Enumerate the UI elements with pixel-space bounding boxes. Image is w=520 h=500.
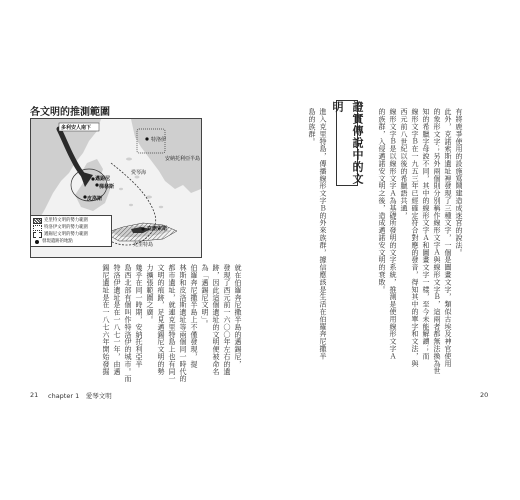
- text-column: 線形文字Ｂ是以線形文字Ａ為基礎所發明的文字系統，推測是使用線形文字Ａ: [389, 108, 397, 360]
- text-column: 此外，克諾索斯遺址裡發現了三種文字，一個是圖畫文字，類似古埃及神官使用: [444, 108, 452, 367]
- text-column: 有將鹿爭使用的設施寫鬧建造成迷宮的說法。: [455, 108, 463, 256]
- legend-item: [33, 224, 109, 231]
- legend-swatch-troy: [33, 225, 42, 231]
- legend-swatch-mycenae: [33, 232, 42, 238]
- map-label-tiryns: 梯林斯: [99, 184, 115, 190]
- text-column: 都市遺址，就連克里特島上也有同一: [168, 264, 176, 383]
- map-label-dorian: 多利安人南下: [61, 125, 92, 131]
- text-column: 發現了西元前一六〇〇年左右的遺: [223, 264, 231, 375]
- running-head: chapter 1 愛琴文明: [48, 392, 112, 400]
- legend-dot-icon: [35, 240, 39, 244]
- text-column: 林斯和皮洛斯遺址等兩個同一時代的: [179, 264, 187, 383]
- text-column: 伯羅奔尼撒半島上不僅發現，提: [190, 264, 198, 368]
- map-label-pylos: 皮洛斯: [87, 196, 103, 202]
- left-page-number: 21: [30, 391, 39, 399]
- section-heading: 證實傳說中的文明: [331, 101, 364, 185]
- text-column: 為「邁錫尼文明」。: [201, 264, 209, 328]
- legend-label: 發現遺跡的地點: [42, 239, 73, 244]
- text-column: 就在伯羅奔尼撒半島的邁錫尼，: [234, 264, 242, 368]
- map-label-anatolia: 安納托利亞半島: [165, 156, 201, 162]
- map-label-troy: 特洛伊: [151, 137, 167, 143]
- legend-item: [33, 217, 109, 224]
- text-column: 特洛伊遺址是在一八七一年，由邁: [113, 264, 121, 375]
- legend-label: 克里特文明的勢力範圍: [44, 218, 88, 223]
- text-column: 的象形文字；另外兩個則分別稱作線形文字Ａ與線形文字Ｂ，這兩者都無法換為世: [433, 108, 441, 375]
- text-column: 的族群，入侵邁諾安文明之後，造成邁諾安文明的衰敗。: [378, 108, 386, 293]
- map-title: 各文明的推測範圍: [30, 107, 110, 118]
- text-column: 島西北部有個叫作特洛伊的城市。而: [124, 264, 132, 383]
- text-column: 幾乎在同一時期，安納托利亞半: [135, 264, 143, 368]
- text-column: 線形文字Ｂ在一九五三年已經確定符合對應的發音，得知其中的單字和文法，與: [411, 108, 419, 367]
- legend-item: [33, 231, 109, 238]
- text-column: 西元前八世紀以後的希臘語共通，: [400, 108, 408, 219]
- map-label-crete: 克里特島: [133, 242, 154, 248]
- right-page-number: 20: [480, 391, 489, 399]
- legend-label: 特洛伊文明的勢力範圍: [44, 225, 88, 230]
- text-column: 知的希臘字母說不同，其中的線形文字Ａ和圖畫文字一樣，至今未能解讀；而: [422, 108, 430, 360]
- legend-label: 邁錫尼文明的勢力範圍: [44, 232, 88, 237]
- legend-swatch-crete: [33, 218, 42, 224]
- text-column: 力擴張範圍之廣。: [146, 264, 154, 324]
- text-column: 錫尼遺址是在一八七六年開始發掘: [102, 264, 110, 375]
- text-column: 進入克里特島，傳播線形文字Ｂ的外來族群，據信應該是生活在伯羅奔尼撒半: [319, 108, 327, 360]
- text-column: 島的族群。: [308, 108, 316, 145]
- map-legend: [30, 215, 112, 247]
- text-column: 文明的痕跡，足見邁錫尼文明的勢: [157, 264, 165, 375]
- text-column: 跡，因此這個遺址的文明便被命名: [212, 264, 220, 375]
- map-label-knossos: 克諾索斯: [147, 226, 168, 232]
- map-label-mycenae: 邁錫尼: [95, 176, 111, 182]
- map-label-aegean: 愛琴海: [131, 170, 147, 176]
- legend-item: [33, 238, 109, 245]
